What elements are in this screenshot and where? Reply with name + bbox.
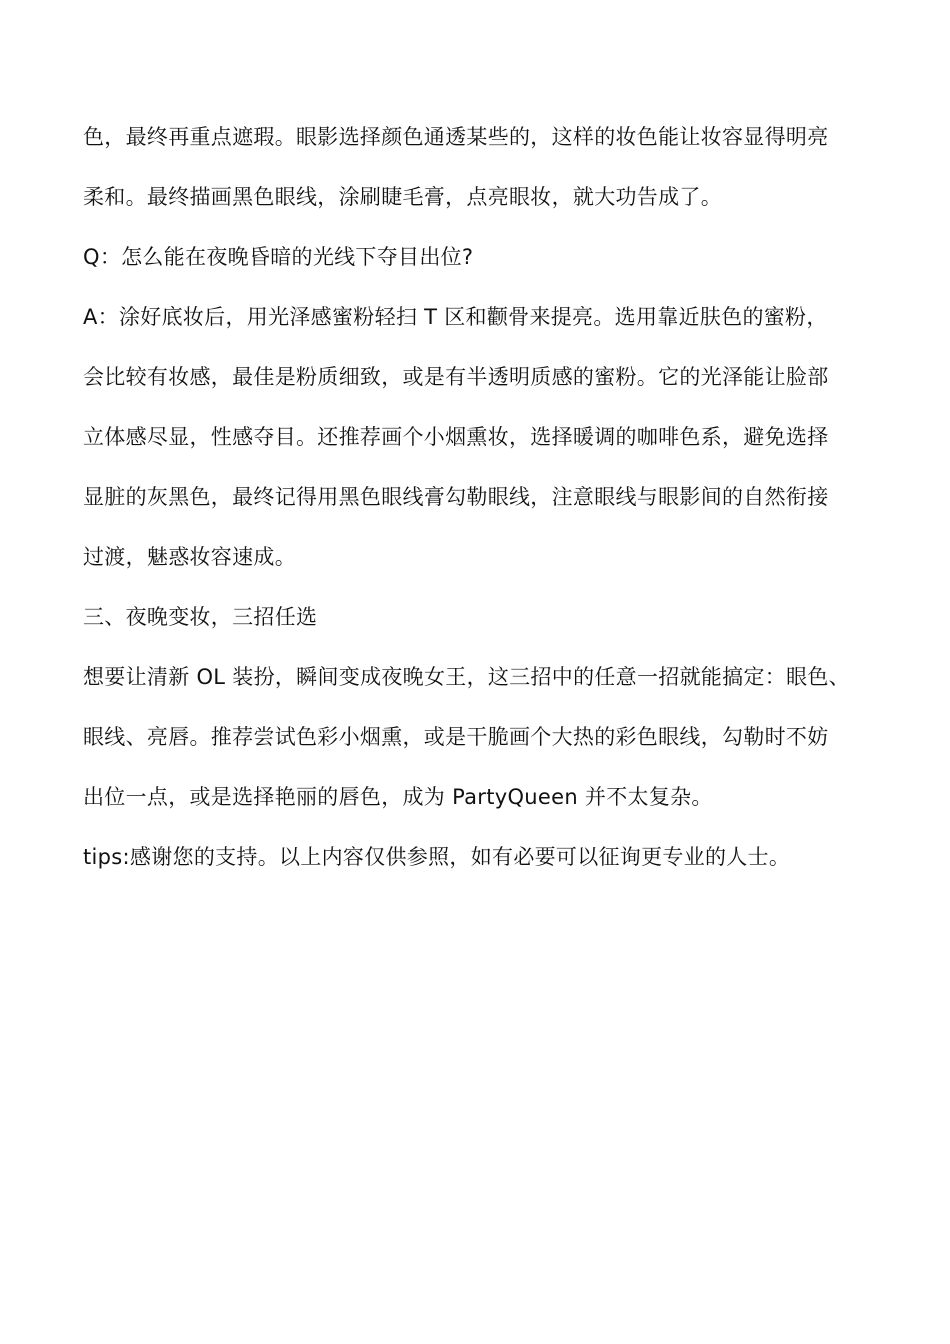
- paragraph-line: 想要让清新 OL 装扮，瞬间变成夜晚女王，这三招中的任意一招就能搞定：眼色、: [83, 665, 850, 689]
- answer-line: 过渡，魅惑妆容速成。: [83, 545, 296, 569]
- question-line: Q：怎么能在夜晚昏暗的光线下夺目出位?: [83, 245, 474, 269]
- section-heading: 三、夜晚变妆，三招任选: [83, 605, 318, 629]
- answer-line: A：涂好底妆后，用光泽感蜜粉轻扫 T 区和颧骨来提亮。选用靠近肤色的蜜粉，: [83, 305, 828, 329]
- tips-line: tips:感谢您的支持。以上内容仅供参照，如有必要可以征询更专业的人士。: [83, 845, 791, 869]
- answer-line: 会比较有妆感，最佳是粉质细致，或是有半透明质感的蜜粉。它的光泽能让脸部: [83, 365, 829, 389]
- paragraph-line: 柔和。最终描画黑色眼线，涂刷睫毛膏，点亮眼妆，就大功告成了。: [83, 185, 722, 209]
- document-body: [83, 112, 883, 892]
- answer-line: 显脏的灰黑色，最终记得用黑色眼线膏勾勒眼线，注意眼线与眼影间的自然衔接: [83, 485, 829, 509]
- answer-line: 立体感尽显，性感夺目。还推荐画个小烟熏妆，选择暖调的咖啡色系，避免选择: [83, 425, 829, 449]
- paragraph-line: 出位一点，或是选择艳丽的唇色，成为 PartyQueen 并不太复杂。: [83, 785, 713, 809]
- paragraph-line: 眼线、亮唇。推荐尝试色彩小烟熏，或是干脆画个大热的彩色眼线，勾勒时不妨: [83, 725, 829, 749]
- paragraph-line: 色，最终再重点遮瑕。眼影选择颜色通透某些的，这样的妆色能让妆容显得明亮: [83, 125, 829, 149]
